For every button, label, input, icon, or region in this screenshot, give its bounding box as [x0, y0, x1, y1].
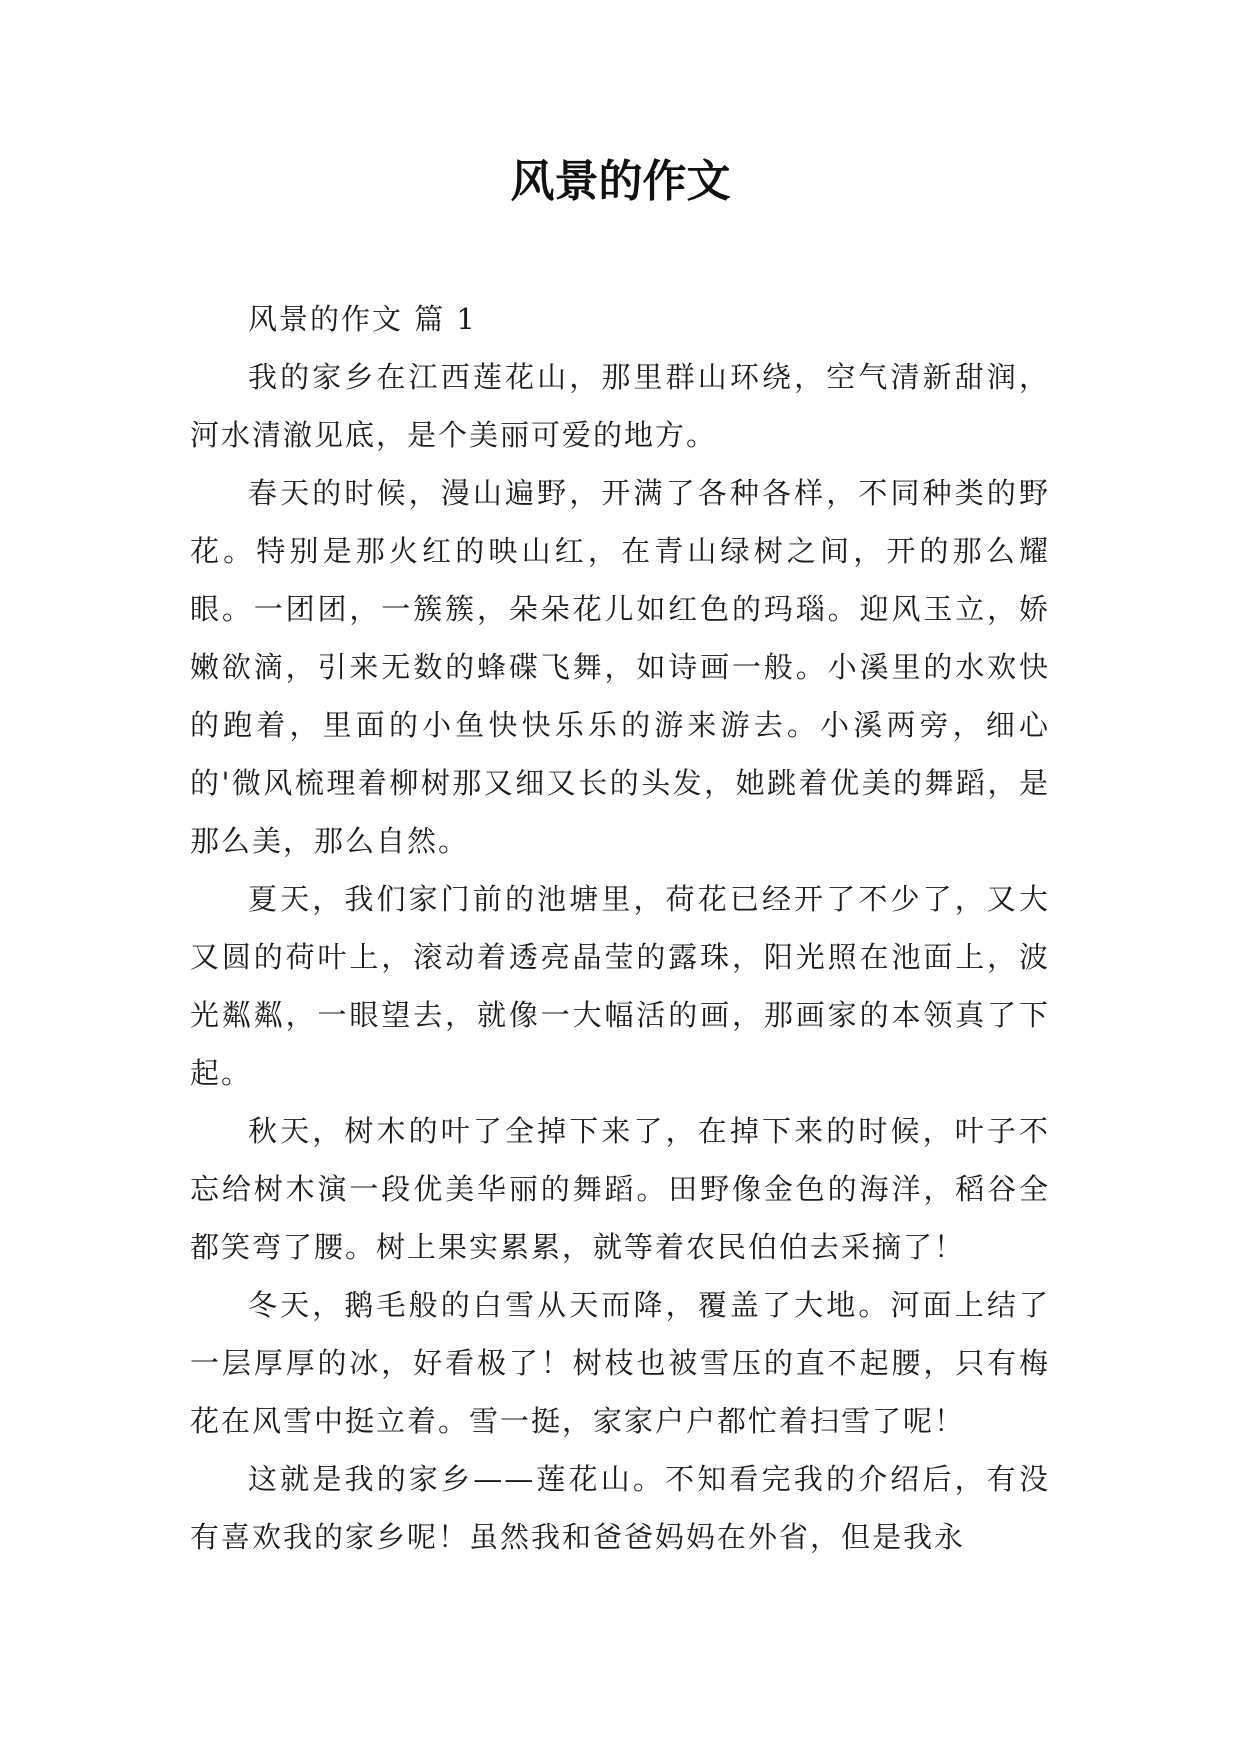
paragraph-spring: 春天的时候，漫山遍野，开满了各种各样，不同种类的野花。特别是那火红的映山红，在青山绿树之间，开的那么耀眼。一团团，一簇簇，朵朵花儿如红色的玛瑙。迎风玉立，娇嫩欲滴，引来无数的蜂碟飞舞，如诗画一般。小溪里的水欢快的跑着，里面的小鱼快快乐乐的游来游去。小溪两旁，细心的'微风梳理着柳树那又细又长的头发，她跳着优美的舞蹈，是那么美，那么自然。 — [190, 476, 1050, 858]
document-body — [190, 290, 1050, 1566]
document-title: 风景的作文 — [510, 156, 731, 207]
paragraph-summer: 夏天，我们家门前的池塘里，荷花已经开了不少了，又大又圆的荷叶上，滚动着透亮晶莹的露珠，阳光照在池面上，波光粼粼，一眼望去，就像一大幅活的画，那画家的本领真了下起。 — [190, 882, 1050, 1090]
paragraph-closing: 这就是我的家乡——莲花山。不知看完我的介绍后，有没有喜欢我的家乡呢！虽然我和爸爸妈妈在外省，但是我永 — [190, 1462, 1050, 1554]
paragraph-intro: 我的家乡在江西莲花山，那里群山环绕，空气清新甜润，河水清澈见底，是个美丽可爱的地方。 — [190, 360, 1050, 452]
paragraph-autumn: 秋天，树木的叶了全掉下来了，在掉下来的时候，叶子不忘给树木演一段优美华丽的舞蹈。田野像金色的海洋，稻谷全都笑弯了腰。树上果实累累，就等着农民伯伯去采摘了！ — [190, 1114, 1050, 1264]
paragraph-winter: 冬天，鹅毛般的白雪从天而降，覆盖了大地。河面上结了一层厚厚的冰，好看极了！树枝也被雪压的直不起腰，只有梅花在风雪中挺立着。雪一挺，家家户户都忙着扫雪了呢！ — [190, 1288, 1050, 1438]
section-heading: 风景的作文 篇 1 — [248, 302, 477, 336]
